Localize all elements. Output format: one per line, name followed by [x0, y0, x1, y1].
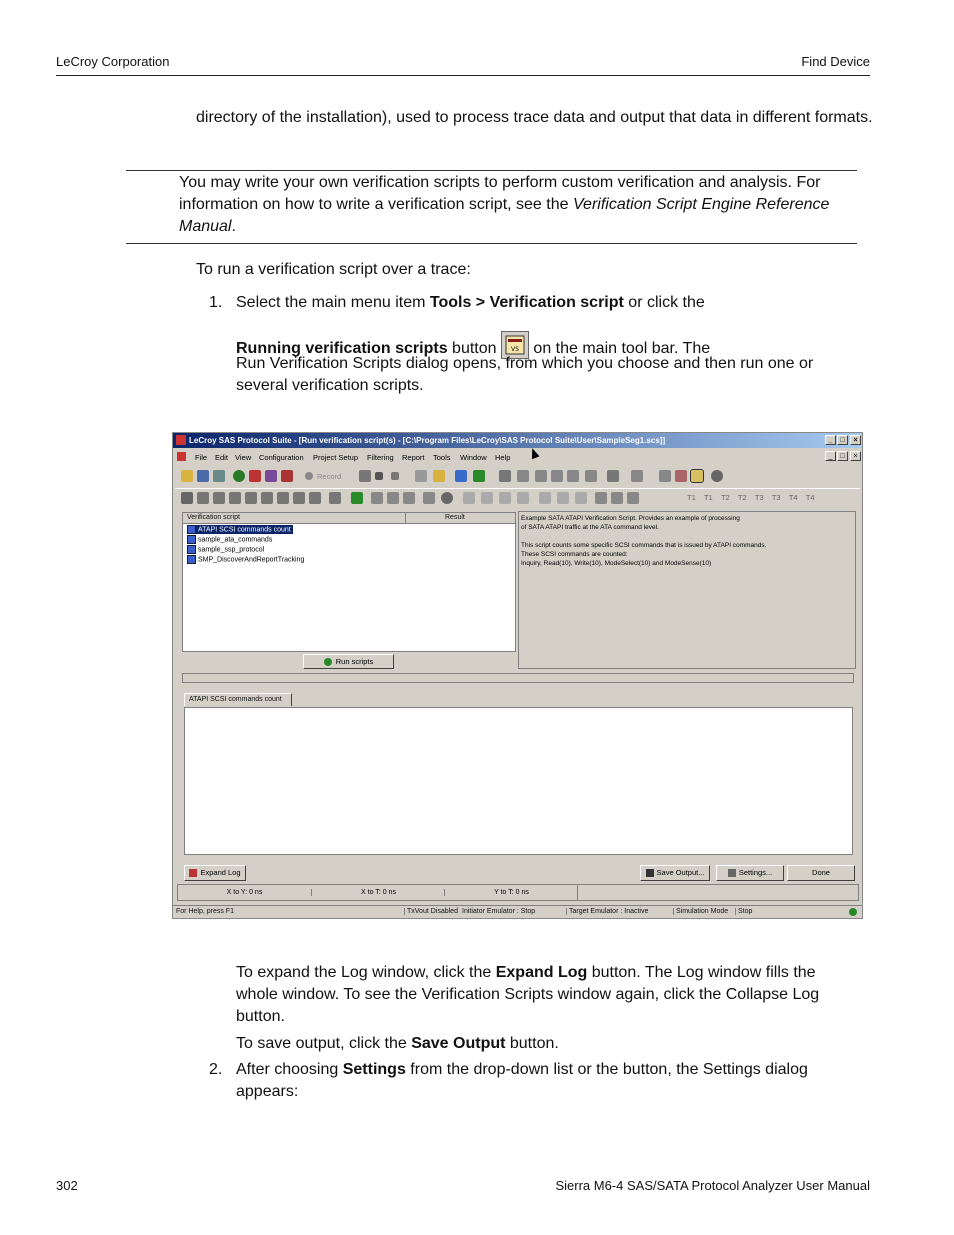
- bookmark-icon[interactable]: [567, 470, 579, 482]
- link-icon[interactable]: [351, 492, 363, 504]
- y-to-t-readout: Y to T: 0 ns: [444, 889, 578, 896]
- step-1-number: 1.: [209, 294, 223, 311]
- view-icon-9[interactable]: [309, 492, 321, 504]
- save-icon[interactable]: [197, 470, 209, 482]
- script-name: sample_ata_commands: [198, 536, 273, 544]
- save-output-label: Save Output...: [656, 868, 705, 877]
- layer-icon-5[interactable]: [539, 492, 551, 504]
- column-header-script[interactable]: Verification script: [187, 514, 240, 521]
- layer-icon-1[interactable]: [463, 492, 475, 504]
- settings-label: Settings...: [738, 868, 773, 877]
- expand-log-button[interactable]: [184, 865, 246, 881]
- timing-icon[interactable]: [631, 470, 643, 482]
- stop-icon[interactable]: [375, 472, 383, 480]
- t2-button[interactable]: T2: [720, 493, 730, 502]
- script-name: sample_ssp_protocol: [198, 546, 265, 554]
- description-line: This script counts some specific SCSI commands that is issued by ATAPI commands.: [521, 542, 767, 549]
- light-icon[interactable]: [433, 470, 445, 482]
- note-line-1: You may write your own verification scripts to perform custom verification and analysis. For: [179, 174, 821, 191]
- menu-tools[interactable]: Tools: [433, 453, 451, 462]
- devices-icon[interactable]: [265, 470, 277, 482]
- intro-paragraph: directory of the installation), used to process trace data and output that data in different formats.: [196, 109, 873, 126]
- signal-icon[interactable]: [473, 470, 485, 482]
- status-stop: Stop: [735, 908, 752, 915]
- status-indicator-icon: [849, 908, 857, 916]
- menu-edit[interactable]: Edit: [215, 453, 228, 462]
- t3-button[interactable]: T3: [754, 493, 764, 502]
- status-simulation-mode: Simulation Mode: [673, 908, 728, 915]
- status-target-emulator: Target Emulator : Inactive: [566, 908, 648, 915]
- menu-help[interactable]: Help: [495, 453, 511, 462]
- t1-alt-button[interactable]: T1: [703, 493, 713, 502]
- edit-comment-icon[interactable]: [535, 470, 547, 482]
- menu-file[interactable]: File: [195, 453, 208, 462]
- description-line: Example SATA ATAPI Verification Script. Provides an example of processing: [521, 515, 740, 522]
- view-icon-3[interactable]: [213, 492, 225, 504]
- svg-text:VS: VS: [511, 346, 519, 353]
- save-paragraph: [236, 1033, 876, 1055]
- running-scripts-label: Running verification scripts: [236, 340, 448, 357]
- close-button[interactable]: ×: [850, 435, 861, 445]
- expand-log-term: Expand Log: [495, 964, 588, 981]
- upload-icon[interactable]: [415, 470, 427, 482]
- menu-configuration[interactable]: Configuration: [259, 453, 304, 462]
- save-output-icon: [646, 869, 654, 877]
- step-1-line-3: Run Verification Scripts dialog opens, from which you choose and then run one or: [236, 355, 814, 372]
- maximize-button[interactable]: □: [837, 435, 848, 445]
- view-icon-14[interactable]: [423, 492, 435, 504]
- script-description: [518, 511, 856, 669]
- measurement-bar: [177, 884, 859, 901]
- note-line-2: [179, 194, 869, 216]
- menu-window[interactable]: Window: [460, 453, 487, 462]
- step-1-line-2-end: on the main tool bar. The: [528, 340, 711, 357]
- step-1-text: Select the main menu item: [236, 294, 430, 311]
- view-icon-4[interactable]: [229, 492, 241, 504]
- status-bar: [173, 905, 862, 919]
- document-icon: [177, 452, 186, 461]
- view-icon-16[interactable]: [595, 492, 607, 504]
- view-icon-11[interactable]: [371, 492, 383, 504]
- run-icon: [324, 658, 332, 666]
- window-title: LeCroy SAS Protocol Suite - [Run verification script(s) - [C:\Program Files\LeCroy\SAS Protocol Suite\User\SampleSeg1.scs]]: [189, 436, 666, 445]
- list-item[interactable]: [187, 555, 304, 564]
- script-list[interactable]: [182, 512, 516, 652]
- t1-button[interactable]: T1: [687, 493, 696, 502]
- view-icon-17[interactable]: [611, 492, 623, 504]
- settings-button[interactable]: [716, 865, 784, 881]
- view-icon-15[interactable]: [441, 492, 453, 504]
- step-1-menu-path: Tools > Verification script: [429, 294, 624, 311]
- description-line: of SATA ATAPI traffic at the ATA command level.: [521, 524, 659, 531]
- view-icon-5[interactable]: [245, 492, 257, 504]
- running-header-left: LeCroy Corporation: [56, 54, 170, 69]
- done-button[interactable]: Done: [787, 865, 855, 881]
- script-icon: [187, 525, 196, 534]
- t2-alt-button[interactable]: T2: [737, 493, 747, 502]
- header-rule: [56, 75, 870, 76]
- expand-log-label: Expand Log: [200, 868, 241, 877]
- statistics-icon[interactable]: [675, 470, 687, 482]
- record-icon[interactable]: [305, 472, 313, 480]
- page-number: 302: [56, 1178, 78, 1193]
- script-icon: [187, 545, 196, 554]
- print-icon[interactable]: [213, 470, 225, 482]
- x-to-t-readout: X to T: 0 ns: [311, 889, 445, 896]
- step-1-text-end: or click the: [623, 294, 705, 311]
- log-tab[interactable]: ATAPI SCSI commands count: [184, 693, 292, 706]
- view-icon-18[interactable]: [627, 492, 639, 504]
- lead-text: To run a verification script over a trace:: [196, 261, 471, 278]
- settings-term: Settings: [342, 1061, 406, 1078]
- note-text: [179, 172, 869, 238]
- setup-icon[interactable]: [249, 470, 261, 482]
- step-2-paragraph: [236, 1059, 876, 1103]
- view-icon-2[interactable]: [197, 492, 209, 504]
- column-header-result[interactable]: Result: [445, 514, 465, 521]
- menu-filtering[interactable]: Filtering: [367, 453, 394, 462]
- encapsulation-icon[interactable]: [711, 470, 723, 482]
- script-icon: [187, 535, 196, 544]
- view-icon-13[interactable]: [403, 492, 415, 504]
- step-2-line-1: [236, 1059, 876, 1081]
- layer-icon-6[interactable]: [557, 492, 569, 504]
- layer-icon-2[interactable]: [481, 492, 493, 504]
- step-1-line-4: several verification scripts.: [236, 377, 424, 394]
- settings-icon: [728, 869, 736, 877]
- view-icon-12[interactable]: [387, 492, 399, 504]
- layer-icon-7[interactable]: [575, 492, 587, 504]
- view-toolbar: [175, 488, 860, 508]
- menu-view[interactable]: View: [235, 453, 252, 462]
- note-line-2-text: information on how to write a verification script, see the: [179, 196, 573, 213]
- splitter-bar[interactable]: [182, 673, 854, 683]
- expand-icon: [189, 869, 197, 877]
- save-output-button[interactable]: [640, 865, 710, 881]
- list-item[interactable]: [187, 535, 272, 544]
- manual-trigger-icon[interactable]: [359, 470, 371, 482]
- find-icon[interactable]: [499, 470, 511, 482]
- status-help: For Help, press F1: [176, 908, 234, 915]
- step-2-number: 2.: [209, 1061, 223, 1078]
- expand-line-3: button.: [236, 1008, 285, 1025]
- step-2-text: After choosing: [236, 1061, 343, 1078]
- layer-icon-4[interactable]: [517, 492, 529, 504]
- analyzer-icon[interactable]: [233, 470, 245, 482]
- step-1-line-1: [236, 292, 876, 314]
- filter-icon[interactable]: [585, 470, 597, 482]
- dialog-screenshot: [172, 432, 863, 919]
- zoom-in-icon[interactable]: [607, 470, 619, 482]
- traffic-generator-icon[interactable]: [455, 470, 467, 482]
- footer-title: Sierra M6-4 SAS/SATA Protocol Analyzer User Manual: [555, 1178, 870, 1193]
- status-txvout: TxVout Disabled: [404, 908, 458, 915]
- button-word: button: [447, 340, 501, 357]
- list-header: [183, 513, 515, 524]
- note-reference-title-end: Manual: [179, 218, 232, 235]
- find-next-icon[interactable]: [517, 470, 529, 482]
- child-restore-button[interactable]: □: [837, 451, 848, 461]
- script-icon: [187, 555, 196, 564]
- note-bottom-rule: [126, 243, 857, 244]
- window-titlebar: [173, 433, 862, 448]
- log-panel[interactable]: [184, 707, 853, 855]
- description-line: These SCSI commands are counted:: [521, 551, 628, 558]
- view-icon-6[interactable]: [261, 492, 273, 504]
- expand-line-2: whole window. To see the Verification Scripts window again, click the Collapse Log: [236, 986, 820, 1003]
- save-output-term: Save Output: [411, 1035, 506, 1052]
- note-line-3: [179, 216, 869, 238]
- goto-icon[interactable]: [551, 470, 563, 482]
- app-icon: [176, 435, 186, 445]
- script-name: ATAPI SCSI commands count: [198, 526, 291, 534]
- description-line: Inquiry, Read(10), Write(10), ModeSelect(10) and ModeSense(10): [521, 560, 712, 567]
- child-close-button[interactable]: ×: [850, 451, 861, 461]
- child-minimize-button[interactable]: _: [825, 451, 836, 461]
- save-text: To save output, click the: [236, 1035, 412, 1052]
- main-toolbar: [175, 467, 860, 486]
- list-item[interactable]: [187, 545, 264, 554]
- trigger-icon[interactable]: [281, 470, 293, 482]
- expand-text-end: button. The Log window fills the: [587, 964, 816, 981]
- note-reference-title: Verification Script Engine Reference: [572, 196, 830, 213]
- run-scripts-label: Run scripts: [335, 657, 374, 666]
- x-to-y-readout: X to Y: 0 ns: [226, 889, 263, 896]
- description-spacer: [521, 532, 766, 541]
- expand-text: To expand the Log window, click the: [236, 964, 496, 981]
- pause-icon[interactable]: [391, 472, 399, 480]
- open-icon[interactable]: [181, 470, 193, 482]
- step-2-text-end: from the drop-down list or the button, the Settings dialog: [405, 1061, 808, 1078]
- minimize-button[interactable]: _: [825, 435, 836, 445]
- view-icon-10[interactable]: [329, 492, 341, 504]
- t4-button[interactable]: T4: [788, 493, 798, 502]
- verification-scripts-icon[interactable]: [691, 470, 703, 482]
- measurement-divider: [577, 885, 588, 900]
- expand-line-1: [236, 962, 876, 984]
- t3-alt-button[interactable]: T3: [771, 493, 781, 502]
- running-header-right: Find Device: [801, 54, 870, 69]
- report-icon[interactable]: [659, 470, 671, 482]
- view-icon-8[interactable]: [293, 492, 305, 504]
- save-text-end: button.: [505, 1035, 559, 1052]
- expand-paragraph: [236, 962, 876, 1028]
- note-top-rule: [126, 170, 857, 171]
- record-button-label[interactable]: Record: [317, 472, 342, 481]
- list-item[interactable]: [187, 525, 293, 534]
- column-divider: [405, 513, 406, 523]
- run-scripts-button[interactable]: [303, 654, 394, 669]
- menu-project-setup[interactable]: Project Setup: [313, 453, 359, 462]
- script-name: SMP_DiscoverAndReportTracking: [198, 556, 305, 564]
- menu-report[interactable]: Report: [402, 453, 425, 462]
- menu-bar: [173, 450, 862, 464]
- status-initiator-emulator: Initiator Emulator : Stop: [462, 908, 536, 915]
- t4-alt-button[interactable]: T4: [805, 493, 815, 502]
- step-2-line-2: appears:: [236, 1083, 299, 1100]
- bus-filter-buttons[interactable]: [687, 493, 815, 502]
- description-text: [521, 514, 766, 568]
- view-icon-7[interactable]: [277, 492, 289, 504]
- layer-icon-3[interactable]: [499, 492, 511, 504]
- note-period: .: [231, 218, 236, 235]
- view-icon-1[interactable]: [181, 492, 193, 504]
